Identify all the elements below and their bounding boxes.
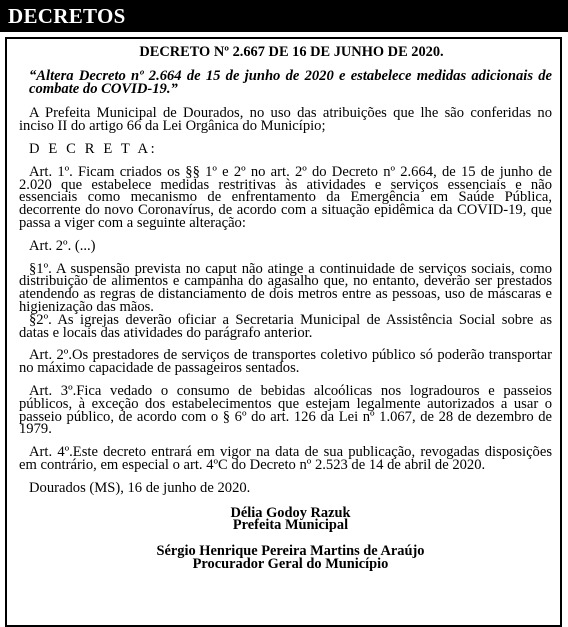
decree-title: DECRETO Nº 2.667 DE 16 DE JUNHO DE 2020. bbox=[139, 44, 444, 60]
place-date: Dourados (MS), 16 de junho de 2020. bbox=[29, 479, 251, 496]
article-3: Art. 3º.Fica vedado o consumo de bebidas alcoólicas nos logradouros e passeios públicos, à exceção dos estabelecimentos que estejam legalmente autorizados a usar o passeio público, de acordo com o § 6º do art. 126 da Lei nº 1.067, de 28 de dezembro de 1979. bbox=[19, 382, 552, 438]
article-1: Art. 1º. Ficam criados os §§ 1º e 2º no art. 2º do Decreto nº 2.664, de 15 de junho de 2.020 que estabelece medidas restritivas às atividades e serviços essenciais e não essenciais como mecanismo de enfrentamento da Emergência em Saúde Pública, decorrente do novo Coronavírus, de acordo com a situação epidêmica da COVID-19, que passa a viger com a seguinte alteração: bbox=[19, 163, 552, 231]
decree-decreta: D E C R E T A: bbox=[29, 140, 158, 157]
decree-ementa: “Altera Decreto nº 2.664 de 15 de junho de 2020 e estabelece medidas adicionais de combate do COVID-19.” bbox=[29, 67, 552, 97]
signatory-name: Sérgio Henrique Pereira Martins de Araújo bbox=[156, 543, 425, 560]
article-2-paragraph-2: §2º. As igrejas deverão oficiar a Secretaria Municipal de Assistência Social sobre as datas e locais das atividades do parágrafo anterior. bbox=[19, 311, 552, 341]
section-header-bar bbox=[0, 0, 568, 32]
article-2-intro: Art. 2º. (...) bbox=[29, 237, 96, 254]
article-2: Art. 2º.Os prestadores de serviços de transportes coletivo público só poderão transportar no máximo capacidade de passageiros sentados. bbox=[19, 347, 552, 377]
signatory-role: Prefeita Municipal bbox=[232, 517, 349, 534]
article-2-paragraph-1: §1º. A suspensão prevista no caput não atinge a continuidade de serviços sociais, como distribuição de alimentos e campanha do agasalho que, no entanto, deverão ser prestados atendendo as regras de distanciamento de dois metros entre as pessoas, uso de máscaras e higienização das mãos. bbox=[19, 260, 552, 315]
article-4: Art. 4º.Este decreto entrará em vigor na data de sua publicação, revogadas disposições em contrário, em especial o art. 4ºC do Decreto nº 2.523 de 14 de abril de 2020. bbox=[19, 444, 552, 473]
section-header-title: DECRETOS bbox=[8, 4, 126, 28]
signatory-role: Procurador Geral do Município bbox=[192, 555, 389, 572]
signatory-name: Délia Godoy Razuk bbox=[230, 504, 351, 521]
decree-body bbox=[19, 46, 552, 571]
decree-preamble: A Prefeita Municipal de Dourados, no uso das atribuições que lhe são conferidas no inciso II do artigo 66 da Lei Orgânica do Município; bbox=[19, 105, 552, 135]
